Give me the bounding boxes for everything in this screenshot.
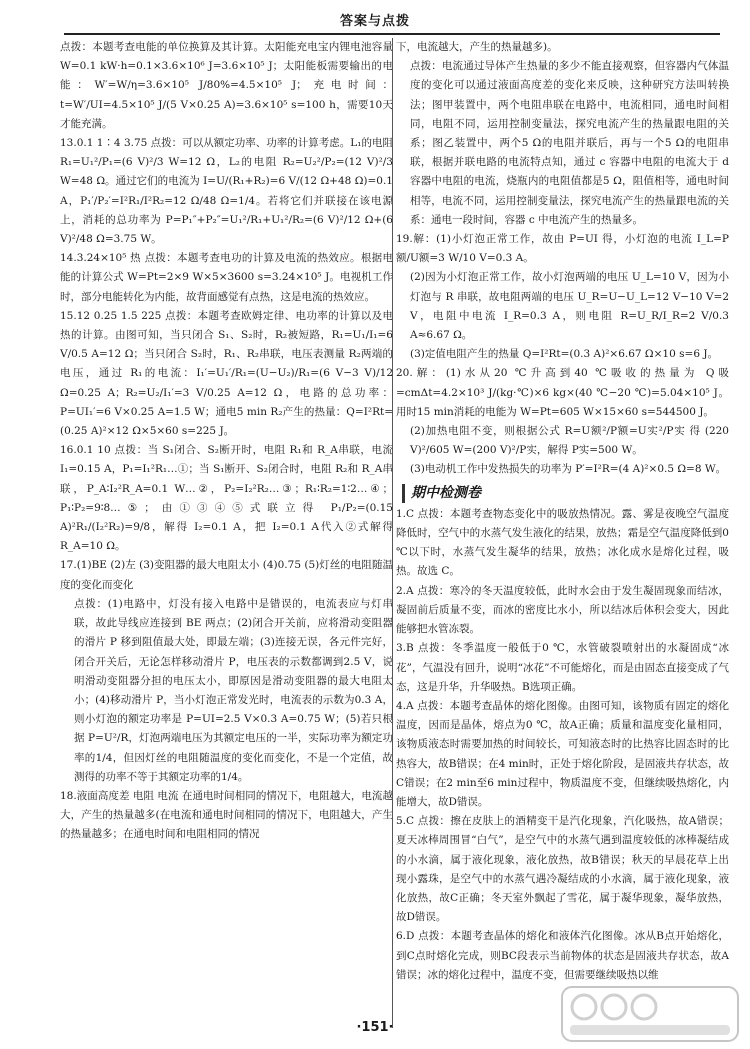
- right-column: [396, 38, 729, 1023]
- paragraph: 15.12 0.25 1.5 225 点拨：本题考查欧姆定律、电功率的计算以及电热的计算。由图可知，当只闭合 S₁、S₂时，R₂被短路，R₁=U₁/I₁=6 V/0.5 A=12 Ω；当只闭合 S₂时，R₁、R₂串联，电压表测量 R₂两端的电压，通过 R₁的电流：I₁′=U₁′/R₁=(U−U₂)/R₁=(6 V−3 V)/12 Ω=0.25 A；R₂=U₂/I₁′=3 V/0.25 A=12 Ω，电路的总功率：P=UI₁′=6 V×0.25 A=1.5 W；通电5 min R₂产生的热量：Q=I²Rt=(0.25 A)²×12 Ω×5×60 s=225 J。: [60, 309, 393, 438]
- column-divider: [392, 38, 393, 1028]
- paragraph: (2)加热电阻不变，则根据公式 R=U额²/P额=U实²/P实 得 (220 V)²/605 W=(200 V)²/P实，解得 P实=500 W。: [410, 425, 729, 457]
- paragraph: 点拨：本题考查电能的单位换算及其计算。太阳能充电宝内锂电池容量 W=0.1 kW·h=0.1×3.6×10⁶ J=3.6×10⁵ J；太阳能板需要输出的电能：W′=W/η=3.6×10⁵ J/80%=4.5×10⁵ J；充电时间：t=W′/UI=4.5×10⁵ J/(5 V×0.25 A)=3.6×10⁵ s=100 h，需要10天才能充满。: [60, 41, 393, 130]
- header-rule: [64, 33, 720, 35]
- paragraph: 6.D 点拨：本题考查晶体的熔化和液体汽化图像。冰从B点开始熔化，到C点时熔化完成，则BC段表示当前物体的状态是固液共存状态，故A错误；冰的熔化过程中，温度不变，但需要继续吸热以维: [396, 930, 729, 981]
- page-number: ·151·: [356, 1020, 394, 1035]
- left-column: [60, 38, 393, 1023]
- paragraph: 1.C 点拨：本题考查物态变化中的吸放热情况。露、雾是夜晚空气温度降低时，空气中的水蒸气发生液化的结果，放热；霜是空气温度降低到0 ℃以下时，水蒸气发生凝华的结果，放热；冰化成水是熔化过程，吸热。故选 C。: [396, 507, 729, 578]
- paragraph: 点拨：(1)电路中，灯没有接入电路中是错误的，电流表应与灯串联，故此导线应连接到 BE 两点；(2)闭合开关前，应将滑动变阻器的滑片 P 移到阻值最大处，即最左端；(3)连接无误，各元件完好，闭合开关后，无论怎样移动滑片 P，电压表的示数都调到2.5 V，说明滑动变阻器分担的电压太小，即原因是滑动变阻器的最大电阻太小；(4)移动滑片 P，当小灯泡正常发光时，电流表的示数为0.3 A，则小灯泡的额定功率是 P=UI=2.5 V×0.3 A=0.75 W；(5)若只根据 P=U²/R，灯泡两端电压为其额定电压的一半，实际功率为额定功率的1/4，但因灯丝的电阻随温度的变化而变化，不是一个定值，故测得的功率不等于其额定功率的1/4。: [74, 597, 393, 783]
- paragraph: (2)因为小灯泡正常工作，故小灯泡两端的电压 U_L=10 V，因为小灯泡与 R 串联，故电阻两端的电压 U_R=U−U_L=12 V−10 V=2 V，电阻中电流 I_R=0.3 A，则电阻 R=U_R/I_R=2 V/0.3 A≈6.67 Ω。: [410, 271, 729, 342]
- paragraph: 点拨：电流通过导体产生热量的多少不能直接观察，但容器内气体温度的变化可以通过液面高度差的变化来反映，这种研究方法叫转换法；图甲装置中，两个电阻串联在电路中，电流相同，通电时间相同，电阻不同，运用控制变量法，探究电流产生的热量跟电阻的关系；图乙装置中，两个5 Ω的电阻并联后，再与一个5 Ω的电阻串联，根据并联电路的电流特点知，通过 c 容器中电阻的电流大于 d 容器中电阻的电流，烧瓶内的电阻值都是5 Ω，阻值相等，通电时间相等，电流不同，运用控制变量法，探究电流产生的热量跟电流的关系：通电一段时间，容器 c 中电流产生的热量多。: [410, 60, 729, 226]
- paragraph: 下，电流越大，产生的热量越多)。: [396, 41, 558, 53]
- section-title: 期中检测卷: [402, 484, 729, 503]
- paragraph: 2.A 点拨：寒冷的冬天温度较低，此时水会由于发生凝固现象而结冰，凝固前后质量不变，而冰的密度比水小，所以结冰后体积会变大，因此能够把水管冻裂。: [396, 584, 729, 636]
- paragraph: 3.B 点拨：冬季温度一般低于0 ℃，水管破裂喷射出的水凝固成“冰花”，气温没有回升，说明“冰花”不可能熔化，而是由固态直接变成了气态，这是升华，升华吸热。B选项正确。: [396, 642, 729, 693]
- paragraph: 17.(1)BE (2)左 (3)变阻器的最大电阻太小 (4)0.75 (5)灯丝的电阻随温度的变化而变化: [60, 559, 393, 591]
- paragraph: 14.3.24×10⁵ 热 点拨：本题考查电功的计算及电流的热效应。根据电能的计算公式 W=Pt=2×9 W×5×3600 s=3.24×10⁵ J。电视机工作时，部分电能转化为内能，故背面感觉有点热，这是电流的热效应。: [60, 252, 393, 303]
- paragraph: 5.C 点拨：擦在皮肤上的酒精变干是汽化现象，汽化吸热，故A错误；夏天冰棒周围冒“白气”，是空气中的水蒸气遇到温度较低的冰棒凝结成的小水滴，属于液化现象，液化放热，故B错误；秋天的早晨花草上出现小露珠，是空气中的水蒸气遇冷凝结成的小水滴，属于液化现象，液化放热，故C正确；冬天室外飘起了雪花，属于凝华现象，凝华放热，故D错误。: [396, 815, 729, 924]
- page-header: [0, 0, 750, 40]
- header-title: 答案与点拨: [339, 14, 410, 29]
- paragraph: (3)电动机工作中发热损失的功率为 P′=I²R=(4 A)²×0.5 Ω=8 W。: [410, 463, 727, 476]
- paragraph: 4.A 点拨：本题考查晶体的熔化图像。由图可知，该物质有固定的熔化温度，因而是晶体，熔点为0 ℃，故A正确；质量和温度变化量相同，该物质液态时需要加热的时间较长，可知液态时的比热容比固态时的比热容大，故B错误；在4 min时，正处于熔化阶段，是固液共存状态，故C错误；在2 min至6 min过程中，物质温度不变，但继续吸热熔化，内能增大，故D错误。: [396, 699, 729, 808]
- paragraph: 20.解：(1)水从20 ℃升高到40 ℃吸收的热量为 Q吸=cmΔt=4.2×10³ J/(kg·℃)×6 kg×(40 ℃−20 ℃)=5.04×10⁵ J。用时15 min消耗的电能为 W=Pt=605 W×15×60 s=544500 J。: [396, 367, 729, 418]
- paragraph: 19.解：(1)小灯泡正常工作，故由 P=UI 得，小灯泡的电流 I_L=P额/U额=3 W/10 V=0.3 A。: [396, 233, 729, 265]
- paragraph: (3)定值电阻产生的热量 Q=I²Rt=(0.3 A)²×6.67 Ω×10 s=6 J。: [410, 348, 719, 361]
- paragraph: 18.液面高度差 电阻 电流 在通电时间相同的情况下，电阻越大，电流越大，产生的热量越多(在电流和通电时间相同的情况下，电阻越大，产生的热量越多；在通电时间和电阻相同的情况: [60, 789, 393, 841]
- paragraph: 13.0.1 1∶4 3.75 点拨：可以从额定功率、功率的计算考虑。L₁的电阻 R₁=U₁²/P₁=(6 V)²/3 W=12 Ω，L₂的电阻 R₂=U₂²/P₂=(12 V)²/3 W=48 Ω。通过它们的电流为 I=U/(R₁+R₂)=6 V/(12 Ω+48 Ω)=0.1 A，P₁′/P₂′=I²R₁/I²R₂=12 Ω/48 Ω=1/4。若将它们并联接在该电源上，消耗的总功率为 P=P₁″+P₂″=U₁²/R₁+U₁²/R₂=(6 V)²/12 Ω+(6 V)²/48 Ω=3.75 W。: [60, 137, 393, 246]
- paragraph: 16.0.1 10 点拨：当 S₁闭合、S₂断开时，电阻 R₁和 R_A串联，电流 I₁=0.15 A，P₁=I₁²R₁…①；当 S₁断开、S₂闭合时，电阻 R₂和 R_A串联，P_A∶I₂²R_A=0.1 W…②，P₂=I₂²R₂…③；R₁∶R₂=1∶2…④；P₁∶P₂=9∶8…⑤；由①③④⑤式联立得 P₁/P₂=(0.15 A)²R₁/(I₂²R₂)=9/8，解得 I₂=0.1 A，把 I₂=0.1 A代入②式解得 R_A=10 Ω。: [60, 444, 393, 553]
- watermark-logo: [560, 985, 740, 1043]
